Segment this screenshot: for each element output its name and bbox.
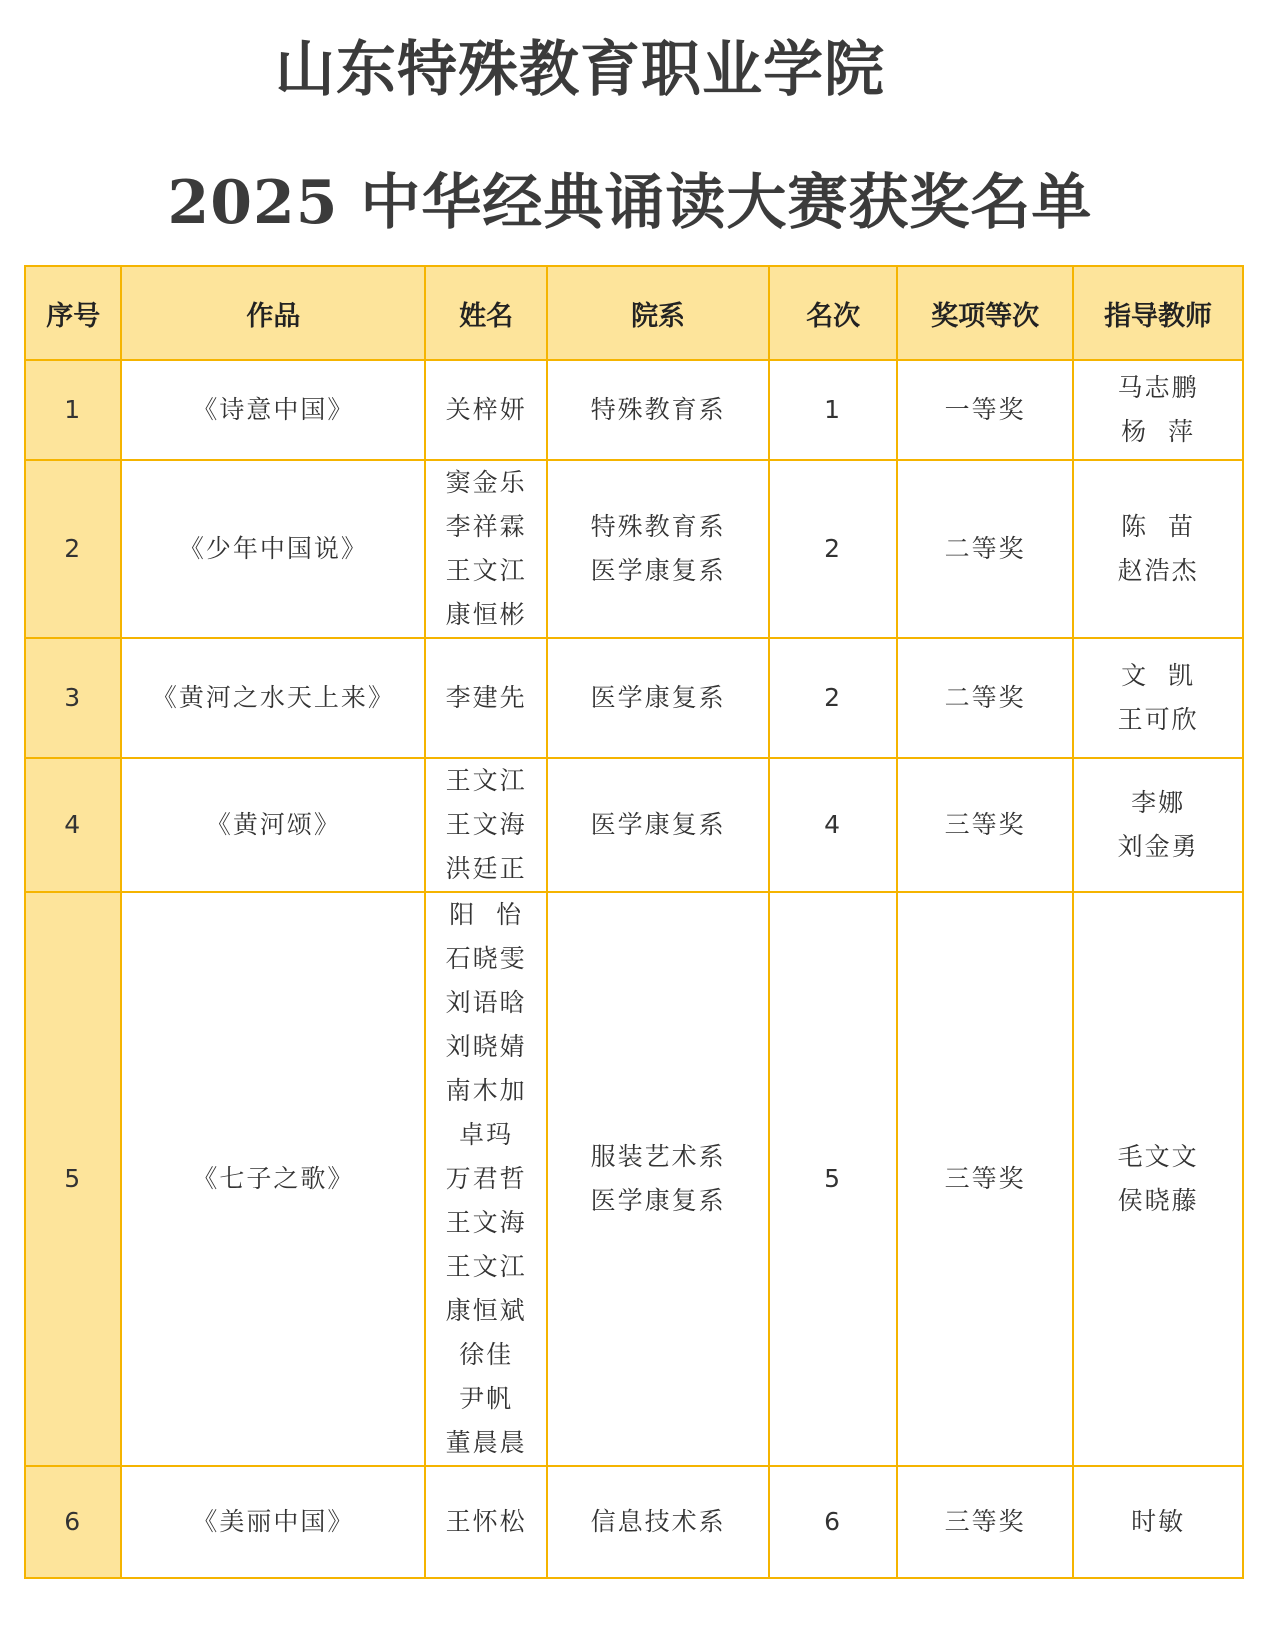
- cell-names: [425, 638, 547, 758]
- student-name: 卓玛: [459, 1120, 514, 1149]
- student-name: 阳 怡: [449, 900, 524, 929]
- student-name: 王文江: [445, 766, 527, 795]
- cell-rank: 2: [769, 460, 897, 638]
- table-header-row: [25, 266, 1243, 360]
- cell-names: [425, 460, 547, 638]
- student-name: 窦金乐: [445, 468, 527, 497]
- column-header-rank: 名次: [769, 266, 897, 360]
- cell-dept: [547, 360, 769, 460]
- student-name: 刘晓婧: [445, 1032, 527, 1061]
- page-title: 山东特殊教育职业学院: [275, 35, 885, 105]
- table-row: [25, 638, 1243, 758]
- cell-dept: [547, 1466, 769, 1578]
- teacher-name: 王可欣: [1117, 705, 1199, 734]
- cell-rank: 1: [769, 360, 897, 460]
- cell-teachers: [1073, 1466, 1243, 1578]
- table-row: [25, 360, 1243, 460]
- cell-award: 三等奖: [897, 892, 1073, 1466]
- cell-work: 《黄河之水天上来》: [121, 638, 425, 758]
- student-name: 康恒彬: [445, 600, 527, 629]
- cell-no: 1: [25, 360, 121, 460]
- cell-names: [425, 360, 547, 460]
- student-name: 万君哲: [445, 1164, 527, 1193]
- table-row: [25, 460, 1243, 638]
- cell-dept: [547, 758, 769, 892]
- table-row: [25, 758, 1243, 892]
- dept-name: 特殊教育系: [590, 512, 726, 541]
- cell-no: 2: [25, 460, 121, 638]
- student-name: 尹帆: [459, 1384, 514, 1413]
- teacher-name: 文 凯: [1121, 661, 1196, 690]
- cell-names: [425, 758, 547, 892]
- column-header-dept: 院系: [547, 266, 769, 360]
- column-header-no: 序号: [25, 266, 121, 360]
- cell-dept: [547, 892, 769, 1466]
- student-name: 刘语晗: [445, 988, 527, 1017]
- cell-award: 一等奖: [897, 360, 1073, 460]
- student-name: 石晓雯: [445, 944, 527, 973]
- cell-teachers: [1073, 460, 1243, 638]
- dept-name: 医学康复系: [590, 556, 726, 585]
- column-header-work: 作品: [121, 266, 425, 360]
- cell-names: [425, 1466, 547, 1578]
- table-row: [25, 1466, 1243, 1578]
- teacher-name: 侯晓藤: [1117, 1186, 1199, 1215]
- teacher-name: 毛文文: [1117, 1142, 1199, 1171]
- student-name: 洪廷正: [445, 854, 527, 883]
- student-name: 王文江: [445, 1252, 527, 1281]
- student-name: 李建先: [445, 683, 527, 712]
- cell-teachers: [1073, 892, 1243, 1466]
- cell-work: 《诗意中国》: [121, 360, 425, 460]
- student-name: 董晨晨: [445, 1428, 527, 1457]
- student-name: 王文海: [445, 1208, 527, 1237]
- teacher-name: 马志鹏: [1117, 373, 1199, 402]
- cell-rank: 5: [769, 892, 897, 1466]
- cell-no: 5: [25, 892, 121, 1466]
- cell-rank: 4: [769, 758, 897, 892]
- cell-work: 《美丽中国》: [121, 1466, 425, 1578]
- dept-name: 医学康复系: [590, 810, 726, 839]
- cell-award: 二等奖: [897, 638, 1073, 758]
- student-name: 王文海: [445, 810, 527, 839]
- dept-name: 医学康复系: [590, 683, 726, 712]
- teacher-name: 时敏: [1131, 1507, 1186, 1536]
- cell-award: 二等奖: [897, 460, 1073, 638]
- cell-dept: [547, 460, 769, 638]
- student-name: 王文江: [445, 556, 527, 585]
- student-name: 康恒斌: [445, 1296, 527, 1325]
- cell-dept: [547, 638, 769, 758]
- cell-teachers: [1073, 638, 1243, 758]
- cell-rank: 6: [769, 1466, 897, 1578]
- student-name: 徐佳: [459, 1340, 514, 1369]
- teacher-name: 刘金勇: [1117, 832, 1199, 861]
- cell-no: 6: [25, 1466, 121, 1578]
- teacher-name: 李娜: [1131, 788, 1186, 817]
- student-name: 李祥霖: [445, 512, 527, 541]
- cell-award: 三等奖: [897, 1466, 1073, 1578]
- dept-name: 医学康复系: [590, 1186, 726, 1215]
- student-name: 南木加: [445, 1076, 527, 1105]
- cell-rank: 2: [769, 638, 897, 758]
- cell-no: 4: [25, 758, 121, 892]
- cell-work: 《少年中国说》: [121, 460, 425, 638]
- cell-award: 三等奖: [897, 758, 1073, 892]
- cell-teachers: [1073, 758, 1243, 892]
- table-row: [25, 892, 1243, 1466]
- cell-names: [425, 892, 547, 1466]
- page-subtitle: 2025 中华经典诵读大赛获奖名单: [167, 168, 1093, 238]
- teacher-name: 杨 萍: [1121, 417, 1196, 446]
- dept-name: 特殊教育系: [590, 395, 726, 424]
- cell-work: 《七子之歌》: [121, 892, 425, 1466]
- dept-name: 信息技术系: [590, 1507, 726, 1536]
- teacher-name: 赵浩杰: [1117, 556, 1199, 585]
- award-table: [24, 265, 1244, 1579]
- column-header-teacher: 指导教师: [1073, 266, 1243, 360]
- dept-name: 服装艺术系: [590, 1142, 726, 1171]
- column-header-award: 奖项等次: [897, 266, 1073, 360]
- teacher-name: 陈 苗: [1121, 512, 1196, 541]
- cell-no: 3: [25, 638, 121, 758]
- student-name: 关梓妍: [445, 395, 527, 424]
- student-name: 王怀松: [445, 1507, 527, 1536]
- cell-work: 《黄河颂》: [121, 758, 425, 892]
- cell-teachers: [1073, 360, 1243, 460]
- column-header-name: 姓名: [425, 266, 547, 360]
